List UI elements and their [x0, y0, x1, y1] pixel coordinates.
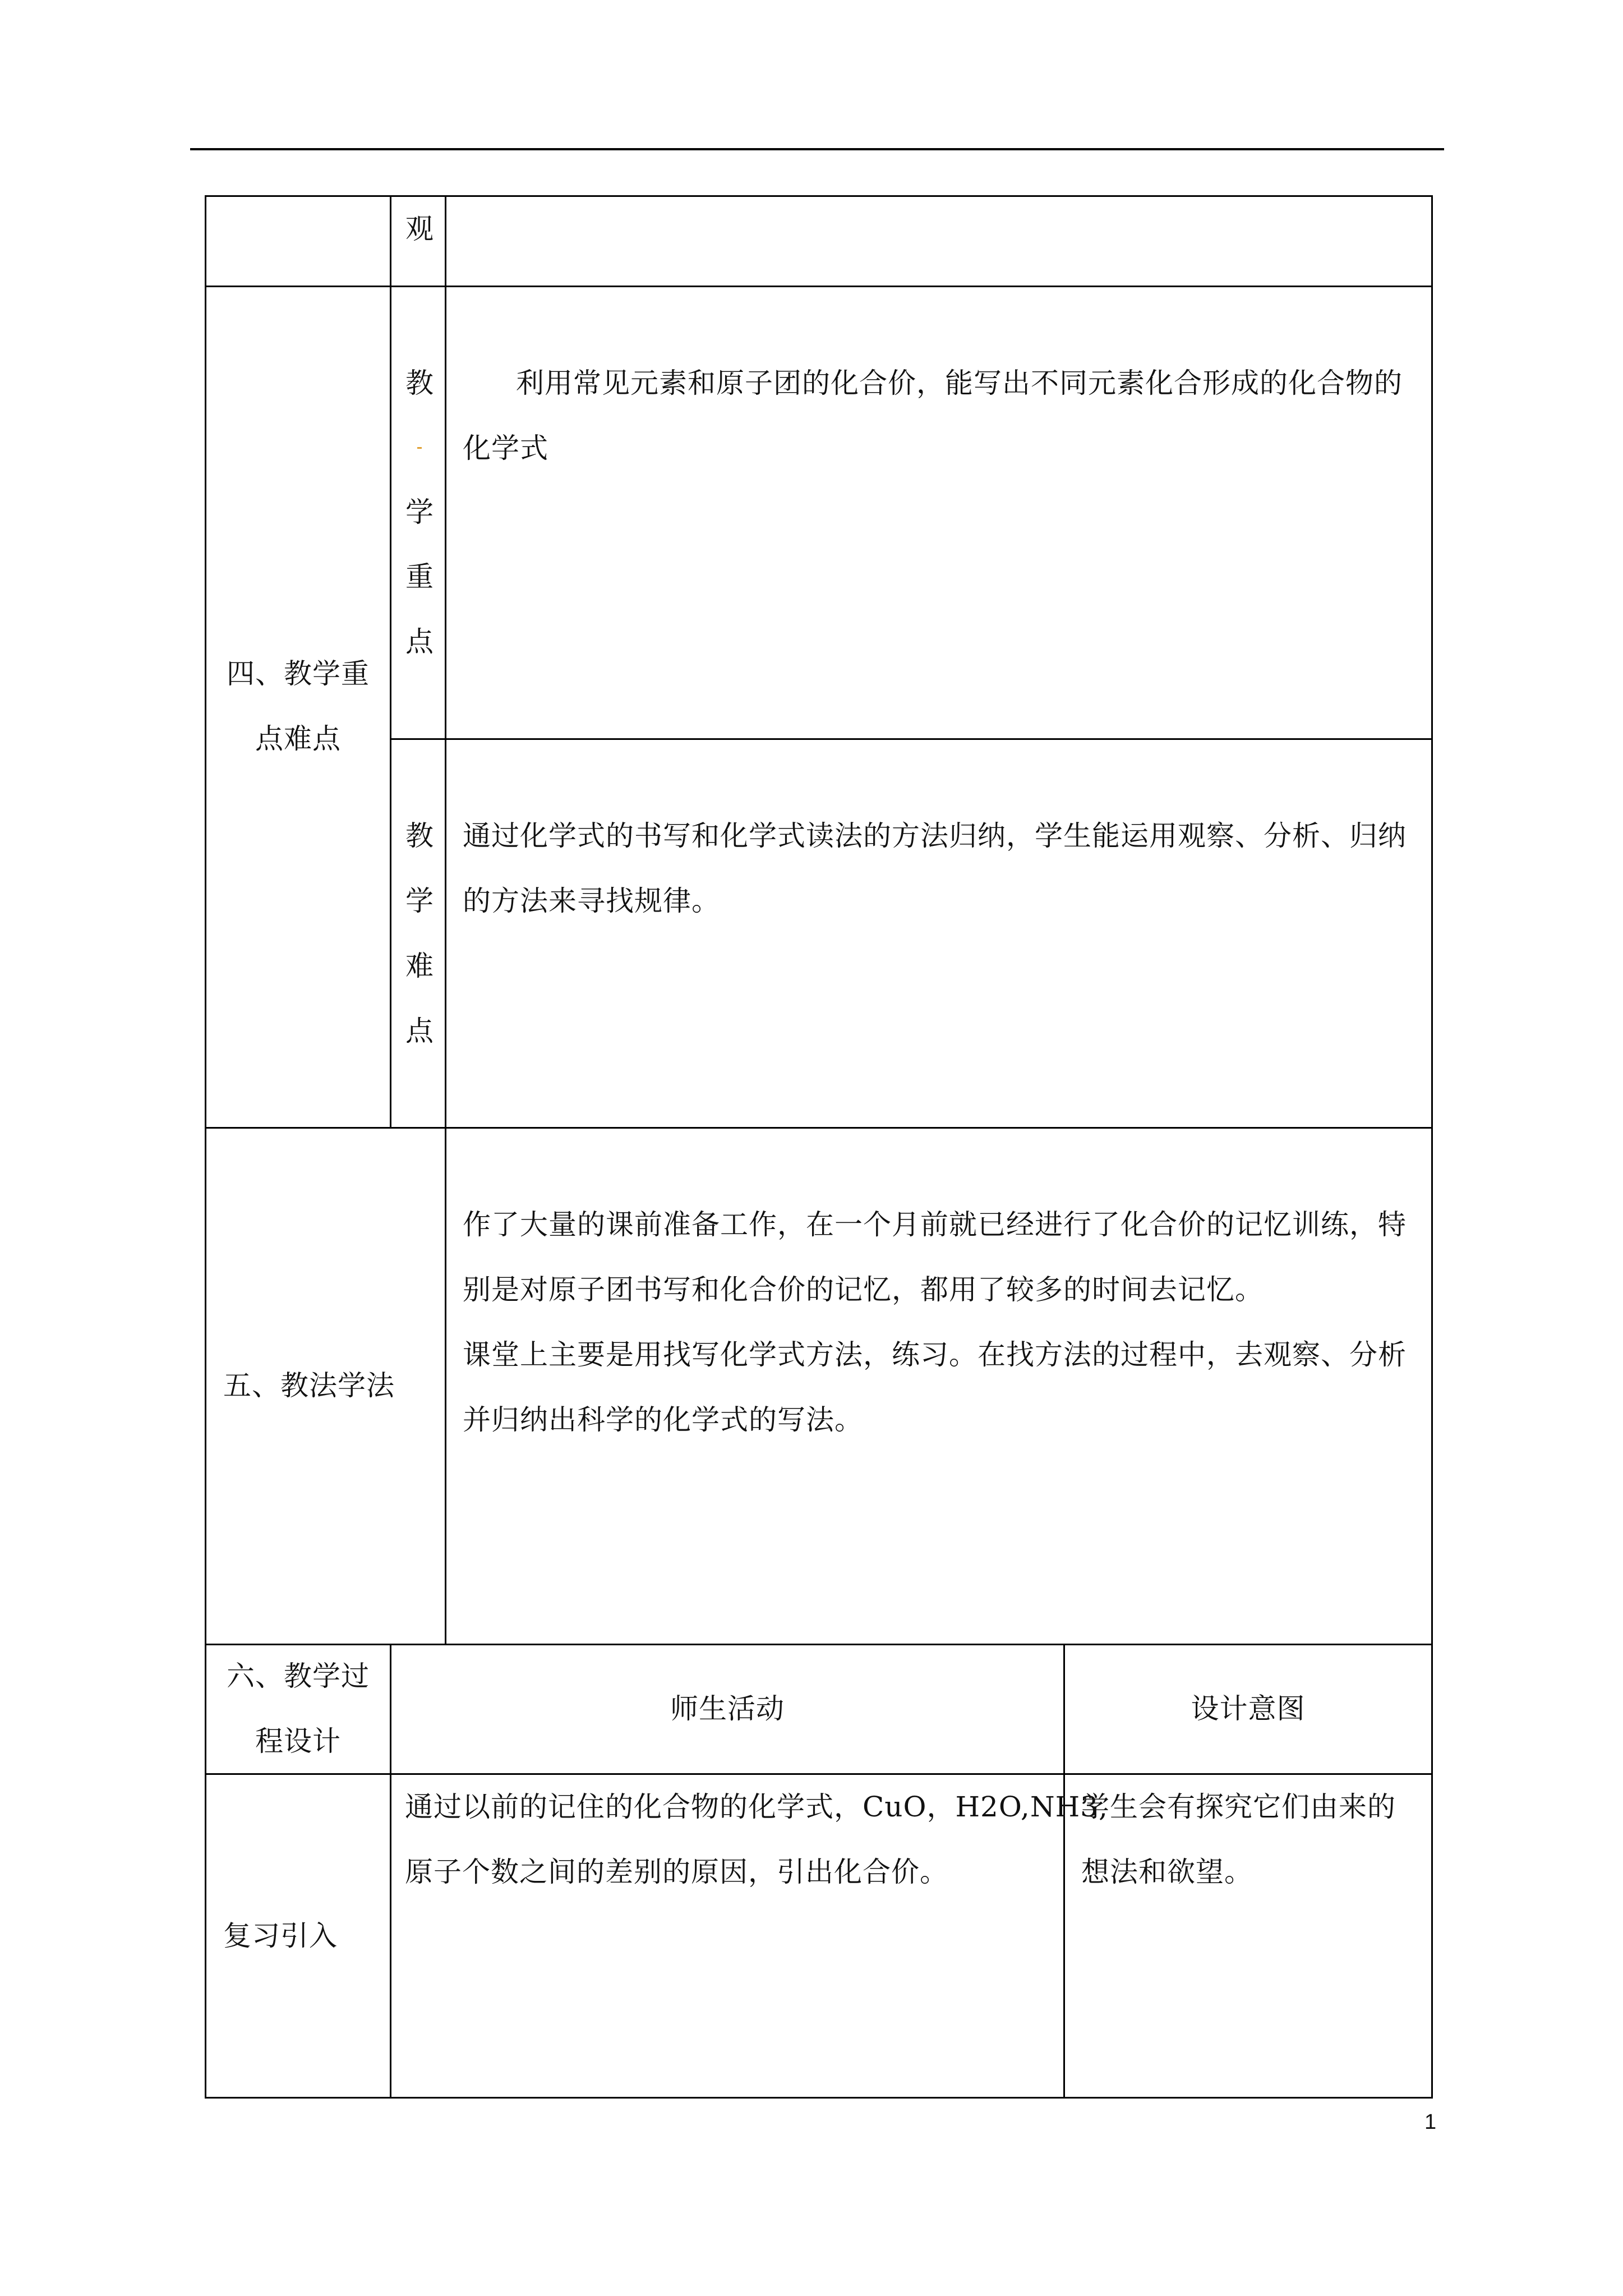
- row-divider: [205, 1127, 1433, 1129]
- column-divider: [390, 195, 391, 1129]
- header-rule: [190, 148, 1444, 150]
- review-activity-line1: 通过以前的记住的化合物的化学式，CuO，H2O,NH3,: [405, 1791, 1108, 1823]
- difficulties-label-char: 学: [405, 885, 434, 917]
- table-left-border: [205, 195, 206, 2099]
- key-points-label-char: 重: [405, 560, 434, 593]
- section5-line: 并归纳出科学的化学式的写法。: [463, 1404, 863, 1436]
- key-points-text-line2: 化学式: [463, 432, 548, 464]
- review-activity-line2: 原子个数之间的差别的原因，引出化合价。: [405, 1856, 948, 1888]
- section6-title-line1: 六、教学过: [227, 1660, 370, 1692]
- row-divider: [390, 738, 1433, 740]
- section4-title-line1: 四、教学重: [227, 657, 370, 690]
- column-header-intent: 设计意图: [1191, 1692, 1306, 1725]
- difficulties-label-char: 点: [405, 1015, 434, 1047]
- difficulties-label-char: 难: [405, 950, 434, 982]
- row-divider: [205, 286, 1433, 287]
- difficulties-text-line2: 的方法来寻找规律。: [463, 885, 720, 917]
- section6-title-line2: 程设计: [255, 1725, 341, 1757]
- key-points-label-char: 学: [405, 496, 434, 528]
- key-points-label-char: 教: [405, 367, 434, 399]
- key-points-label-char: 点: [405, 625, 434, 658]
- table-bottom-border: [205, 2097, 1433, 2099]
- key-points-text-line1: 利用常见元素和原子团的化合价，能写出不同元素化合形成的化合物的: [516, 367, 1403, 399]
- section5-line: 别是对原子团书写和化合价的记忆，都用了较多的时间去记忆。: [463, 1273, 1264, 1306]
- section4-title-line2: 点难点: [255, 723, 341, 755]
- row-label-fragment: 观: [405, 213, 434, 245]
- difficulties-label-char: 教: [405, 820, 434, 852]
- section5-title: 五、教法学法: [223, 1369, 395, 1402]
- difficulties-text-line1: 通过化学式的书写和化学式读法的方法归纳，学生能运用观察、分析、归纳: [463, 820, 1407, 852]
- review-intent-line2: 想法和欲望。: [1081, 1856, 1253, 1888]
- review-intent-line1: 学生会有探究它们由来的: [1081, 1791, 1396, 1823]
- column-header-activity: 师生活动: [670, 1692, 785, 1725]
- section5-line: 作了大量的课前准备工作，在一个月前就已经进行了化合价的记忆训练，特: [463, 1208, 1407, 1241]
- column-divider: [445, 195, 446, 1645]
- page-number: 1: [1424, 2110, 1437, 2134]
- table-top-border: [205, 195, 1433, 197]
- table-right-border: [1431, 195, 1433, 2099]
- review-label: 复习引入: [223, 1920, 338, 1952]
- section5-line: 课堂上主要是用找写化学式方法，练习。在找方法的过程中，去观察、分析: [463, 1338, 1407, 1371]
- label-dash-mark: [417, 447, 422, 449]
